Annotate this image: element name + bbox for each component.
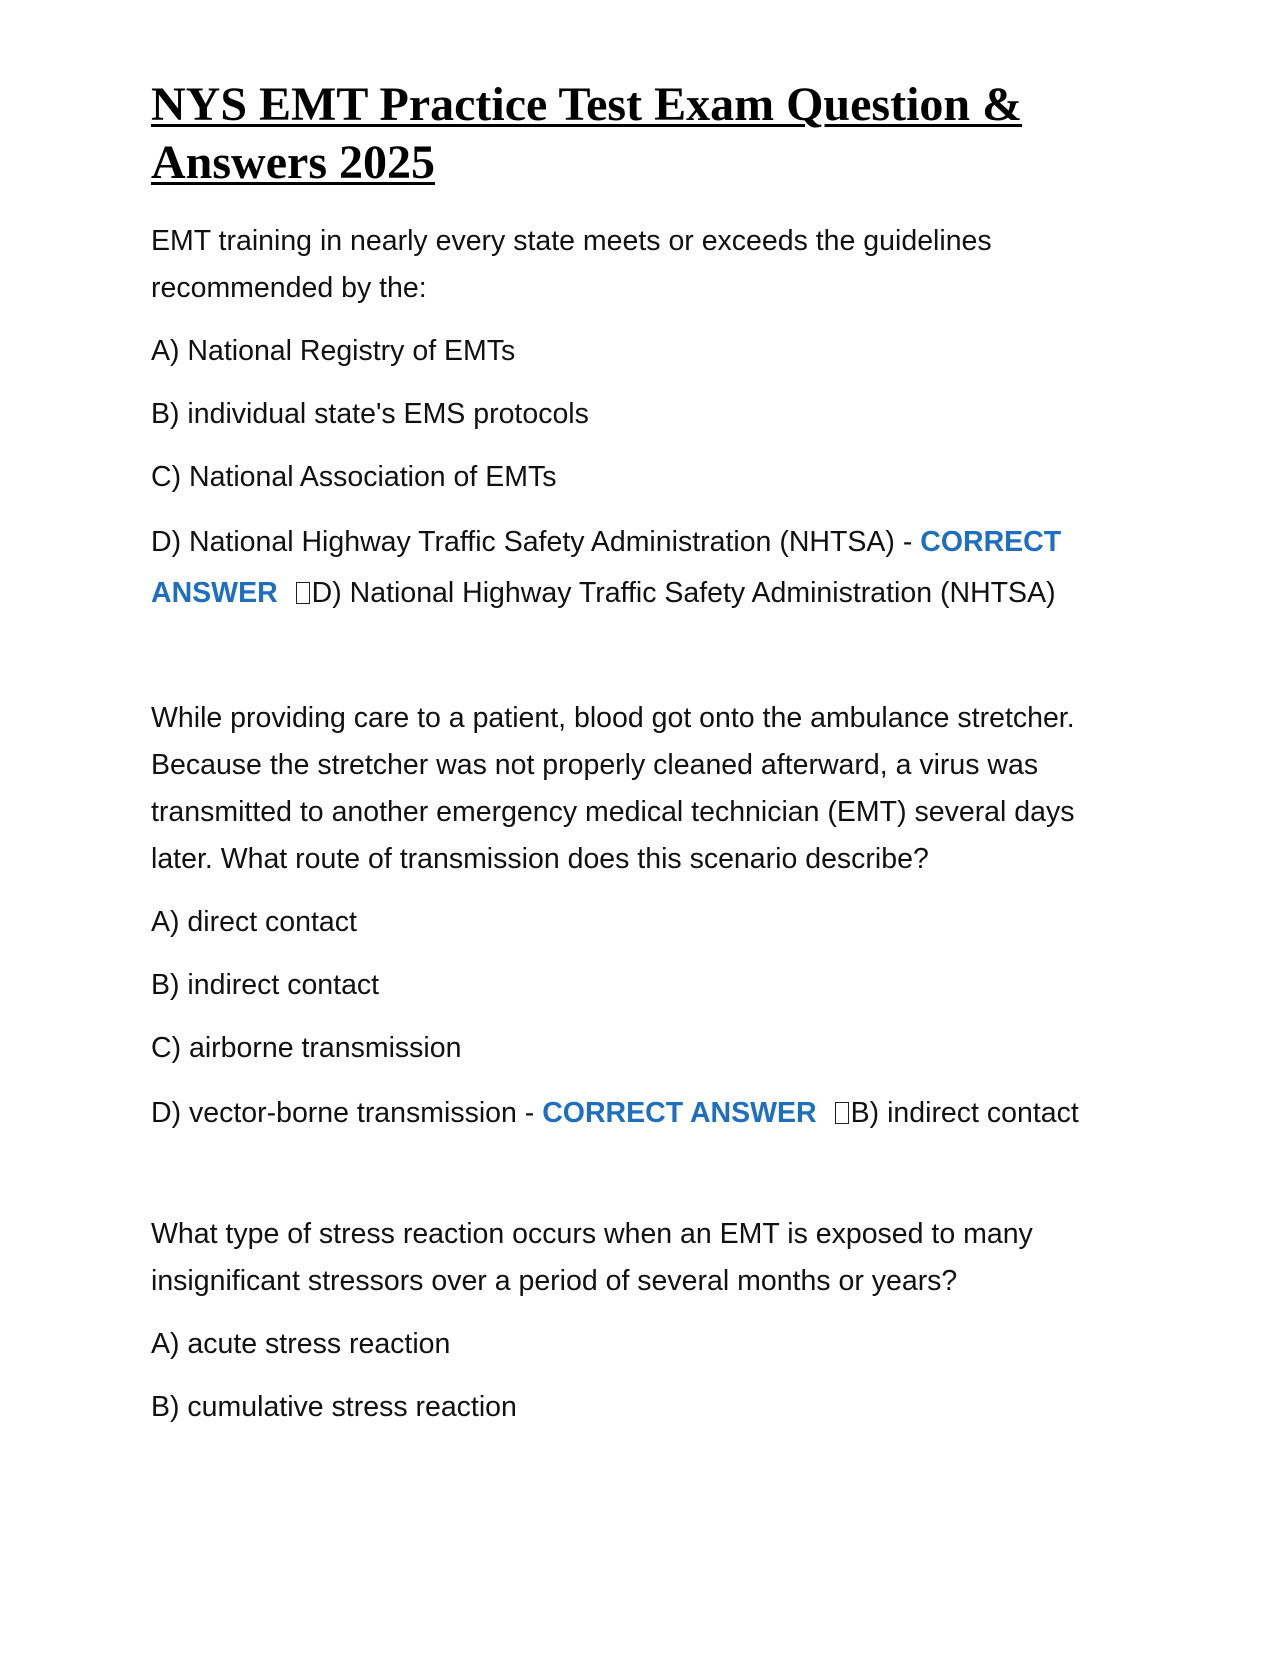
missing-glyph-box-icon xyxy=(835,1102,849,1124)
question-3 xyxy=(151,1211,1136,1431)
correct-answer-text: D) National Highway Traffic Safety Administration (NHTSA) xyxy=(311,577,1056,609)
question-text: While providing care to a patient, blood got onto the ambulance stretcher. Because the stretcher was not properly cleaned afterward, a virus was transmitted to another emergency medical technician (EMT) several days later. What route of transmission does this scenario describe? xyxy=(151,702,1075,875)
answer-option-d xyxy=(151,517,1136,619)
document-title: NYS EMT Practice Test Exam Question & Answers 2025 xyxy=(151,78,1023,189)
document-content xyxy=(151,76,1136,1447)
spacer xyxy=(151,1139,1136,1211)
answer-option-d xyxy=(151,1088,1136,1139)
question-2 xyxy=(151,695,1136,1139)
correct-answer-text: B) indirect contact xyxy=(850,1097,1079,1129)
answer-option-b: B) cumulative stress reaction xyxy=(151,1391,517,1423)
answer-option-b: B) individual state's EMS protocols xyxy=(151,398,589,430)
option-d-text: D) vector-borne transmission - xyxy=(151,1097,543,1129)
question-text: What type of stress reaction occurs when an EMT is exposed to many insignificant stressors over a period of several months or years? xyxy=(151,1218,1033,1297)
answer-option-a: A) direct contact xyxy=(151,906,357,938)
option-d-text: D) National Highway Traffic Safety Administration (NHTSA) - xyxy=(151,526,921,558)
answer-option-c: C) airborne transmission xyxy=(151,1032,462,1064)
answer-option-a: A) National Registry of EMTs xyxy=(151,335,516,367)
answer-option-b: B) indirect contact xyxy=(151,969,380,1001)
spacer xyxy=(151,619,1136,695)
correct-answer-label: CORRECT ANSWER xyxy=(151,526,1062,609)
question-1 xyxy=(151,218,1136,619)
answer-option-a: A) acute stress reaction xyxy=(151,1328,451,1360)
question-text: EMT training in nearly every state meets or exceeds the guidelines recommended by the: xyxy=(151,225,992,304)
answer-option-c: C) National Association of EMTs xyxy=(151,461,557,493)
missing-glyph-box-icon xyxy=(296,582,310,604)
correct-answer-label: CORRECT ANSWER xyxy=(542,1097,817,1129)
